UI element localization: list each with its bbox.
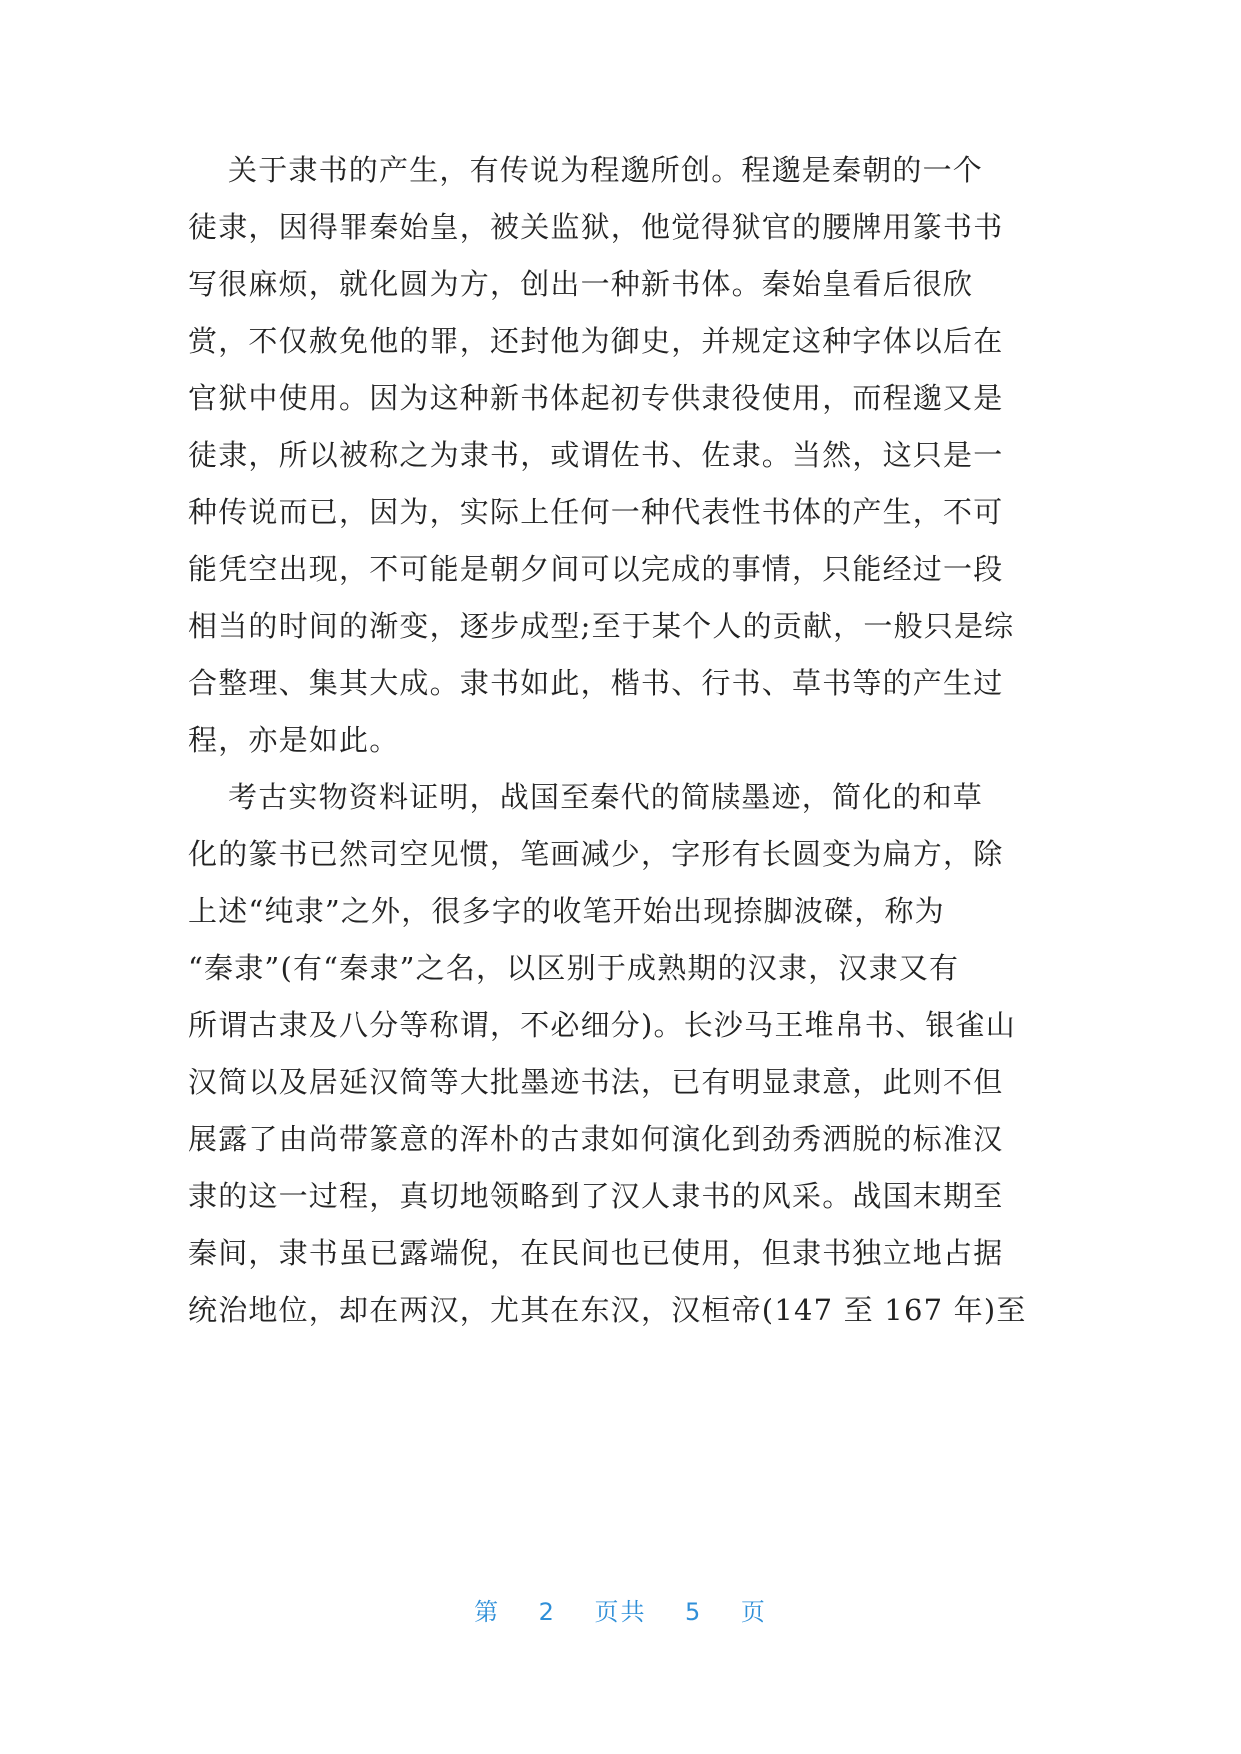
footer-label-page: 第 (474, 1598, 501, 1626)
paragraph-1-line-4: 赏，不仅赦免他的罪，还封他为御史，并规定这种字体以后在 (188, 324, 1004, 358)
paragraph-1-line-11: 程，亦是如此。 (188, 723, 400, 757)
paragraph-1-line-8: 能凭空出现，不可能是朝夕间可以完成的事情，只能经过一段 (188, 552, 1004, 586)
paragraph-1-line-1: 关于隶书的产生，有传说为程邈所创。程邈是秦朝的一个 (228, 153, 984, 187)
paragraph-2-line-8: 隶的这一过程，真切地领略到了汉人隶书的风采。战国末期至 (188, 1179, 1004, 1213)
footer-current-page: 2 (538, 1598, 556, 1626)
footer-total-pages: 5 (685, 1598, 703, 1626)
paragraph-2-line-3: 上述“纯隶”之外，很多字的收笔开始出现捺脚波磔，称为 (188, 894, 945, 928)
paragraph-1-line-7: 种传说而已，因为，实际上任何一种代表性书体的产生，不可 (188, 495, 1004, 529)
paragraph-1-line-3: 写很麻烦，就化圆为方，创出一种新书体。秦始皇看后很欣 (188, 267, 974, 301)
paragraph-1-line-5: 官狱中使用。因为这种新书体起初专供隶役使用，而程邈又是 (188, 381, 1004, 415)
paragraph-2-line-2: 化的篆书已然司空见惯，笔画减少，字形有长圆变为扁方，除 (188, 837, 1004, 871)
footer-label-pages: 页 (740, 1598, 767, 1626)
paragraph-2-line-9: 秦间，隶书虽已露端倪，在民间也已使用，但隶书独立地占据 (188, 1236, 1004, 1270)
page-footer (0, 1592, 1241, 1627)
paragraph-1-line-6: 徒隶，所以被称之为隶书，或谓佐书、佐隶。当然，这只是一 (188, 438, 1004, 472)
paragraph-2-line-4: “秦隶”(有“秦隶”之名，以区别于成熟期的汉隶，汉隶又有 (188, 951, 960, 985)
paragraph-1-line-2: 徒隶，因得罪秦始皇，被关监狱，他觉得狱官的腰牌用篆书书 (188, 210, 1004, 244)
footer-label-of: 页共 (594, 1598, 647, 1626)
paragraph-2-line-1: 考古实物资料证明，战国至秦代的简牍墨迹，简化的和草 (228, 780, 984, 814)
paragraph-2-line-5: 所谓古隶及八分等称谓，不必细分)。长沙马王堆帛书、银雀山 (188, 1008, 1016, 1042)
paragraph-1-line-9: 相当的时间的渐变，逐步成型;至于某个人的贡献，一般只是综 (188, 609, 1015, 643)
paragraph-2-line-10: 统治地位，却在两汉，尤其在东汉，汉桓帝(147 至 167 年)至 (188, 1293, 1027, 1327)
paragraph-1-line-10: 合整理、集其大成。隶书如此，楷书、行书、草书等的产生过 (188, 666, 1004, 700)
paragraph-2-line-6: 汉简以及居延汉简等大批墨迹书法，已有明显隶意，此则不但 (188, 1065, 1004, 1099)
paragraph-2-line-7: 展露了由尚带篆意的浑朴的古隶如何演化到劲秀洒脱的标准汉 (188, 1122, 1004, 1156)
